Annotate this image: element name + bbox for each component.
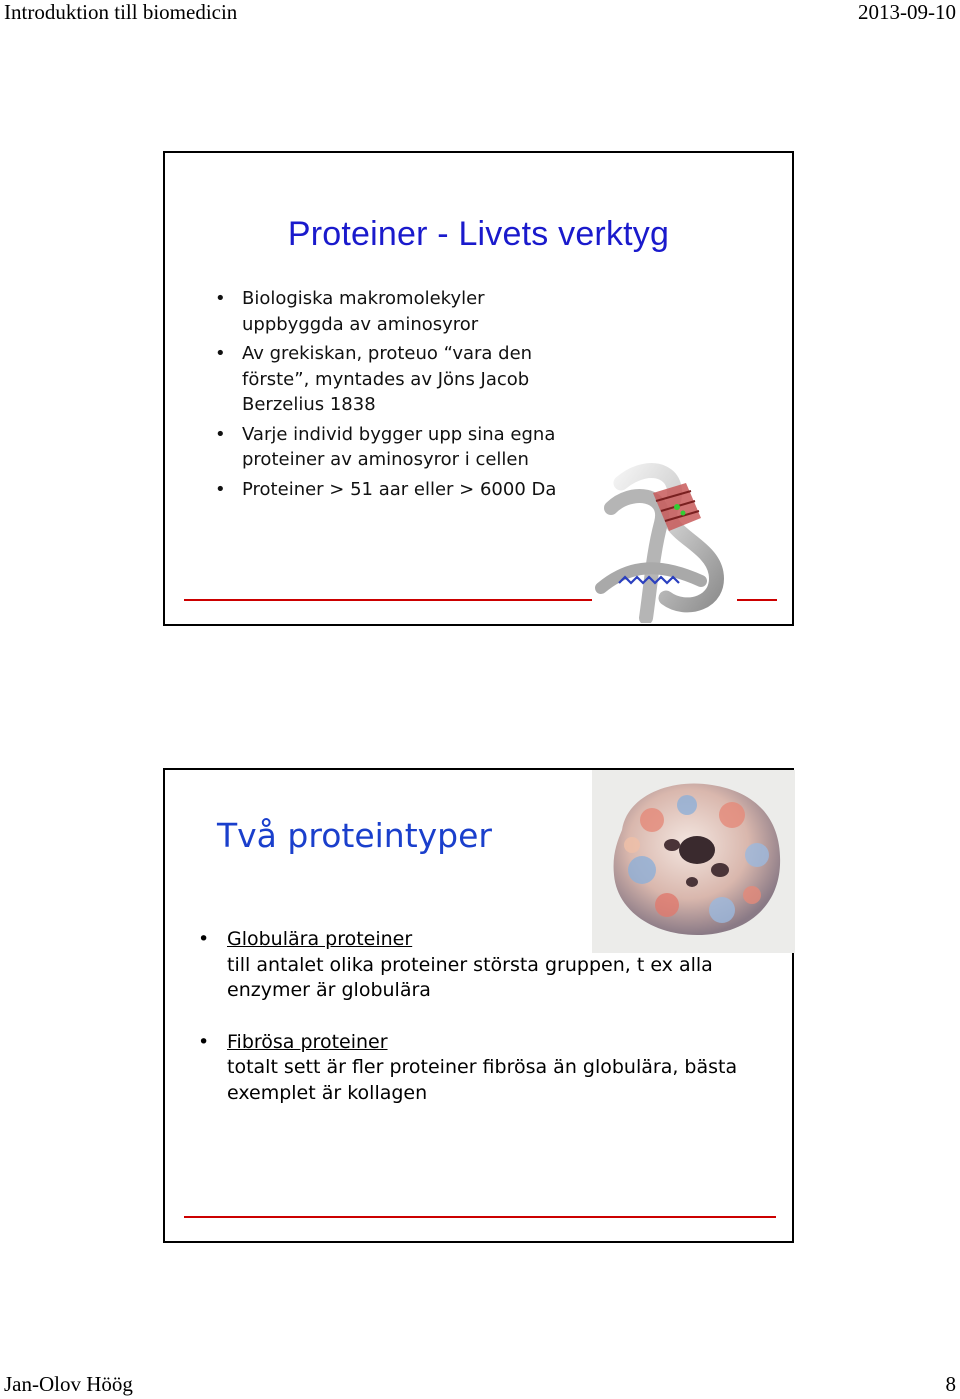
item-text: till antalet olika proteiner största gruppen, t ex alla enzymer är globulära [227, 953, 713, 1001]
slide-proteiner-livets-verktyg [163, 151, 794, 626]
slide-title: Två proteintyper [217, 816, 492, 855]
bullet-item: • Biologiska makromolekyler uppbyggda av aminosyror [215, 286, 560, 337]
protein-helix-model-icon [591, 463, 741, 623]
item-heading: • Globulära proteiner [227, 928, 413, 950]
protein-type-list [198, 927, 758, 1132]
list-item-globular [198, 927, 758, 1004]
slide-tva-proteintyper [163, 768, 794, 1243]
list-item-fibrous [198, 1030, 758, 1107]
bullet-item: • Varje individ bygger upp sina egna proteiner av aminosyror i cellen [215, 422, 560, 473]
red-rule-right [737, 599, 777, 601]
header-date: 2013-09-10 [858, 0, 956, 24]
globular-protein-surface-icon [592, 770, 795, 953]
item-text: totalt sett är fler proteiner fibrösa än globulära, bästa exemplet är kollagen [227, 1056, 738, 1104]
bullet-item: • Proteiner > 51 aar eller > 6000 Da [215, 477, 560, 503]
red-rule-left [184, 599, 592, 601]
slide-title: Proteiner - Livets verktyg [287, 215, 670, 253]
footer-page-number: 8 [945, 1372, 956, 1396]
header-course-title: Introduktion till biomedicin [4, 0, 238, 24]
bullet-list [215, 286, 560, 506]
item-heading: • Fibrösa proteiner [227, 1030, 388, 1053]
bullet-item: • Av grekiskan, proteuo “vara den förste”, myntades av Jöns Jacob Berzelius 1838 [215, 341, 560, 418]
footer-author: Jan-Olov Höög [4, 1372, 133, 1396]
red-rule [184, 1216, 776, 1218]
